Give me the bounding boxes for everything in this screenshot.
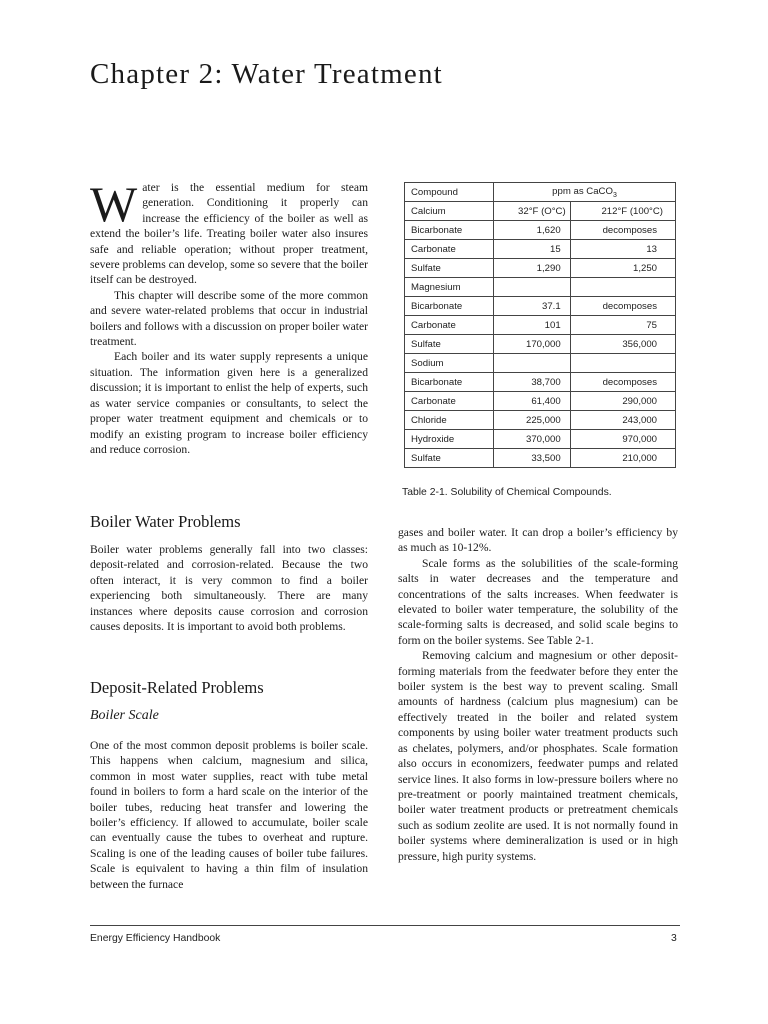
table-cell-212f: 13 <box>570 240 675 259</box>
header-ppm-subscript: 3 <box>612 191 617 199</box>
intro-column <box>90 176 368 457</box>
table-row <box>405 221 676 240</box>
table-cell-compound: Sulfate <box>405 259 494 278</box>
table-cell-32f: 1,290 <box>494 259 571 278</box>
table-cell-32f: 15 <box>494 240 571 259</box>
table-cell-compound: Sulfate <box>405 449 494 468</box>
table-cell-32f: 170,000 <box>494 335 571 354</box>
table-row <box>405 278 676 297</box>
table-row-calcium <box>405 202 676 221</box>
intro-paragraph-1-text: ater is the essential medium for steam generation. Conditioning it properly can increase the efficiency of the boiler as well as extend the boiler’s life. Treating boiler water also insures safe and reliable operation; without proper treatment, severe problems can develop, some so severe that the boiler itself can be destroyed. <box>90 181 368 287</box>
page-number: 3 <box>671 933 677 944</box>
table-cell-212f <box>570 278 675 297</box>
chapter-title: Chapter 2: Water Treatment <box>90 58 443 90</box>
row-label-calcium: Calcium <box>405 202 494 221</box>
table-cell-compound: Bicarbonate <box>405 297 494 316</box>
table-caption: Table 2-1. Solubility of Chemical Compounds. <box>402 487 612 498</box>
table-cell-32f: 370,000 <box>494 430 571 449</box>
boiler-scale-column <box>90 738 368 892</box>
table-cell-212f: decomposes <box>570 297 675 316</box>
table-row <box>405 297 676 316</box>
intro-paragraph-1 <box>90 176 368 288</box>
right-column <box>398 525 678 864</box>
table-cell-212f: 356,000 <box>570 335 675 354</box>
header-ppm <box>494 183 676 202</box>
table-row <box>405 411 676 430</box>
footer-title: Energy Efficiency Handbook <box>90 933 221 944</box>
table-cell-compound: Sulfate <box>405 335 494 354</box>
table-cell-32f: 61,400 <box>494 392 571 411</box>
table-cell-32f <box>494 278 571 297</box>
boiler-water-problems-column <box>90 542 368 634</box>
heading-boiler-water-problems: Boiler Water Problems <box>90 512 241 531</box>
table-row <box>405 449 676 468</box>
right-paragraph-2: Scale forms as the solubilities of the scale-forming salts in water decreases and the temperature and concentrations of the salts increases. When feedwater is elevated to boiler water temperature, the solubility of the scale-forming salts is decreased, and solid scale begins to form on the boiler systems. See Table 2-1. <box>398 556 678 647</box>
table-cell-212f: 243,000 <box>570 411 675 430</box>
header-temp-212f: 212°F (100°C) <box>570 202 675 221</box>
table-row <box>405 373 676 392</box>
table-cell-32f: 225,000 <box>494 411 571 430</box>
table-cell-32f: 38,700 <box>494 373 571 392</box>
boiler-water-problems-paragraph: Boiler water problems generally fall into two classes: deposit-related and corrosion-related. Because the two often interact, it is very common to find a boiler experiencing both simultaneously. There are many instances where deposits cause corrosion and corrosion causes deposits. It is important to avoid both problems. <box>90 543 368 634</box>
right-paragraph-3: Removing calcium and magnesium or other deposit-forming materials from the feedwater before they enter the boiler system is the best way to prevent scaling. Small amounts of hardness (calcium plus magnesium) can be effectively treated in the boiler and related system components by using boiler water treatment products such as chelates, polymers, and/or phosphates. Scale formation also occurs in economizers, feedwater pumps and related service lines. It also forms in low-pressure boilers where no pre-treatment or poorly maintained treatment chemicals, boiler water treatment products or pretreatment chemicals such as sodium zeolite are used. It is not normally found in boiler systems where demineralization is used or in high pressure, high purity systems. <box>398 649 678 863</box>
drop-cap: W <box>90 176 138 232</box>
right-paragraph-1: gases and boiler water. It can drop a boiler’s efficiency by as much as 10-12%. <box>398 526 678 555</box>
header-ppm-label: ppm as CaCO <box>552 185 613 197</box>
table-row <box>405 392 676 411</box>
table-cell-compound: Bicarbonate <box>405 373 494 392</box>
table-cell-212f: decomposes <box>570 373 675 392</box>
intro-paragraph-2: This chapter will describe some of the more common and severe water-related problems that occur in industrial boilers and follows with a discussion on proper boiler water treatment. <box>90 288 368 349</box>
table-row <box>405 316 676 335</box>
table-cell-32f: 101 <box>494 316 571 335</box>
heading-deposit-related-problems: Deposit-Related Problems <box>90 678 264 697</box>
table-row <box>405 430 676 449</box>
table-row <box>405 354 676 373</box>
table-row <box>405 335 676 354</box>
table-row <box>405 259 676 278</box>
boiler-scale-paragraph: One of the most common deposit problems is boiler scale. This happens when calcium, magnesium and silica, common in most water supplies, react with tube metal found in boilers to form a hard scale on the interior of the boiler tubes, reducing heat transfer and lowering the boiler’s efficiency. If allowed to accumulate, boiler scale can eventually cause the tubes to overheat and rupture. Scaling is one of the leading causes of boiler tube failures. Scale is equivalent to having a thin film of insulation between the furnace <box>90 739 368 891</box>
table-cell-compound: Carbonate <box>405 392 494 411</box>
table-cell-212f: 1,250 <box>570 259 675 278</box>
footer-rule <box>90 925 680 926</box>
table-cell-212f <box>570 354 675 373</box>
table-cell-compound: Carbonate <box>405 240 494 259</box>
table-row <box>405 240 676 259</box>
table-cell-compound: Bicarbonate <box>405 221 494 240</box>
table-cell-212f: 970,000 <box>570 430 675 449</box>
table-cell-compound: Hydroxide <box>405 430 494 449</box>
header-temp-32f: 32°F (O°C) <box>494 202 571 221</box>
table-cell-compound: Carbonate <box>405 316 494 335</box>
intro-paragraph-3: Each boiler and its water supply represents a unique situation. The information given here is a generalized discussion; it is important to enlist the help of experts, such as water service companies or consultants, to select the proper water treatment equipment and chemicals or to modify an existing program to increase boiler efficiency and reduce corrosion. <box>90 350 368 456</box>
table-cell-212f: decomposes <box>570 221 675 240</box>
table-header-row <box>405 183 676 202</box>
table-cell-compound: Chloride <box>405 411 494 430</box>
table-cell-compound: Sodium <box>405 354 494 373</box>
subheading-boiler-scale: Boiler Scale <box>90 708 159 723</box>
table-cell-32f: 1,620 <box>494 221 571 240</box>
table-cell-compound: Magnesium <box>405 278 494 297</box>
solubility-table <box>404 182 676 468</box>
table-cell-212f: 210,000 <box>570 449 675 468</box>
header-compound: Compound <box>405 183 494 202</box>
table-cell-32f <box>494 354 571 373</box>
table-cell-32f: 37.1 <box>494 297 571 316</box>
table-cell-32f: 33,500 <box>494 449 571 468</box>
table-cell-212f: 75 <box>570 316 675 335</box>
table-cell-212f: 290,000 <box>570 392 675 411</box>
